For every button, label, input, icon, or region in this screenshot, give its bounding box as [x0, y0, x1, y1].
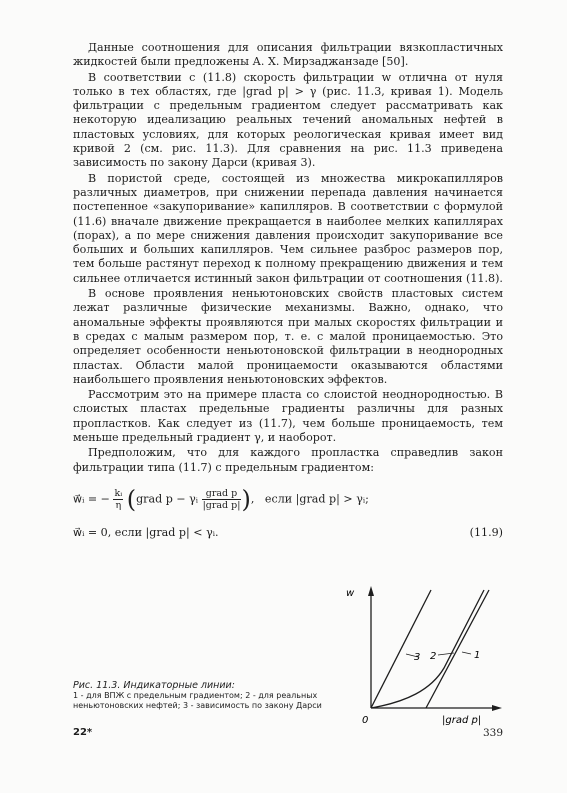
formula-line-1: w⃗ᵢ = − $\frac{\text{kᵢ}}{\eta}$ (grad p − γᵢ $\frac{\text{grad p}}{\text{|grad p|}}$ ), если |grad p| > γᵢ;	[73, 485, 369, 514]
curve-label-2: 2	[430, 651, 437, 662]
curve-label-1: 1	[474, 650, 481, 661]
fraction-k-eta: $\frac{\text{kᵢ}}{\eta}$	[114, 488, 123, 511]
curve-2-real-oil	[371, 590, 484, 708]
figure-caption	[73, 681, 333, 711]
text-block	[73, 41, 503, 476]
paragraph-4: В основе проявления неньютоновских свойств пластовых систем лежат различные физические механизмы. Важно, однако, что аномальные эффекты проявляются при малых скоростях фильтрации и в средах с малым размером пор, т. е. с малой проницаемостью. Это определяет особенности неньютоновской фильтрации в неоднородных пластах. Области малой проницаемости оказываются областями наибольшего проявления неньютоновских эффектов.	[73, 287, 503, 386]
page-number: 339	[482, 727, 503, 739]
paragraph-3: В пористой среде, состоящей из множества микрокапилляров различных диаметров, при снижении перепада давления начинается постепенное «закупоривание» капилляров. В соответствии с формулой (11.6) вначале движение прекращается в наиболее мелких капиллярах (порах), а по мере снижения давления происходит закупоривание все больших и больших капилляров. Чем сильнее разброс размеров пор, тем больше растянут переход к полному прекращению движения и тем сильнее отличается истинный закон фильтрации от соотношения (11.8).	[73, 171, 503, 285]
origin-label: 0	[362, 715, 369, 726]
paragraph-5: Рассмотрим это на примере пласта со слоистой неоднородностью. В слоистых пластах предельные градиенты различны для разных пропластков. Как следует из (11.7), чем больше проницаемость, тем меньше предельный градиент γ, и наоборот.	[73, 388, 503, 445]
y-axis-label: w	[346, 588, 355, 599]
equation-number: (11.9)	[469, 526, 503, 539]
x-axis-arrow	[492, 705, 502, 711]
y-axis-arrow	[368, 586, 374, 596]
fraction-grad: $\frac{\text{grad p}}{\text{|grad p|}}$	[202, 488, 241, 511]
signature-mark: 22*	[73, 727, 93, 738]
caption-text: 1 - для ВПЖ с предельным градиентом; 2 - для реальных неньютоновских нефтей; 3 - зависимость по закону Дарси	[73, 691, 322, 710]
formula-line-2: w⃗ᵢ = 0, если |grad p| < γᵢ. (11.9)	[73, 526, 503, 539]
paragraph-2: В соответствии с (11.8) скорость фильтрации w отлична от нуля только в тех областях, где |grad p| > γ (рис. 11.3, кривая 1). Модель фильтрации с предельным градиентом следует рассматривать как некоторую идеализацию реальных течений аномальных нефтей в пластовых условиях, для которых реологическая кривая имеет вид кривой 2 (см. рис. 11.3). Для сравнения на рис. 11.3 приведена зависимость по закону Дарси (кривая 3).	[73, 70, 503, 170]
curve-1-limit-gradient	[426, 590, 489, 708]
paragraph-1: Данные соотношения для описания фильтрации вязкопластичных жидкостей были предложены А. Х. Мирзаджанзаде [50].	[73, 41, 503, 69]
paragraph-6: Предположим, что для каждого пропластка справедлив закон фильтрации типа (11.7) с предельным градиентом:	[73, 446, 503, 474]
indicator-lines-figure	[326, 580, 506, 730]
caption-title: Рис. 11.3. Индикаторные линии:	[73, 680, 235, 691]
curve-label-3: 3	[414, 652, 421, 663]
x-axis-label: |grad p|	[442, 715, 482, 726]
